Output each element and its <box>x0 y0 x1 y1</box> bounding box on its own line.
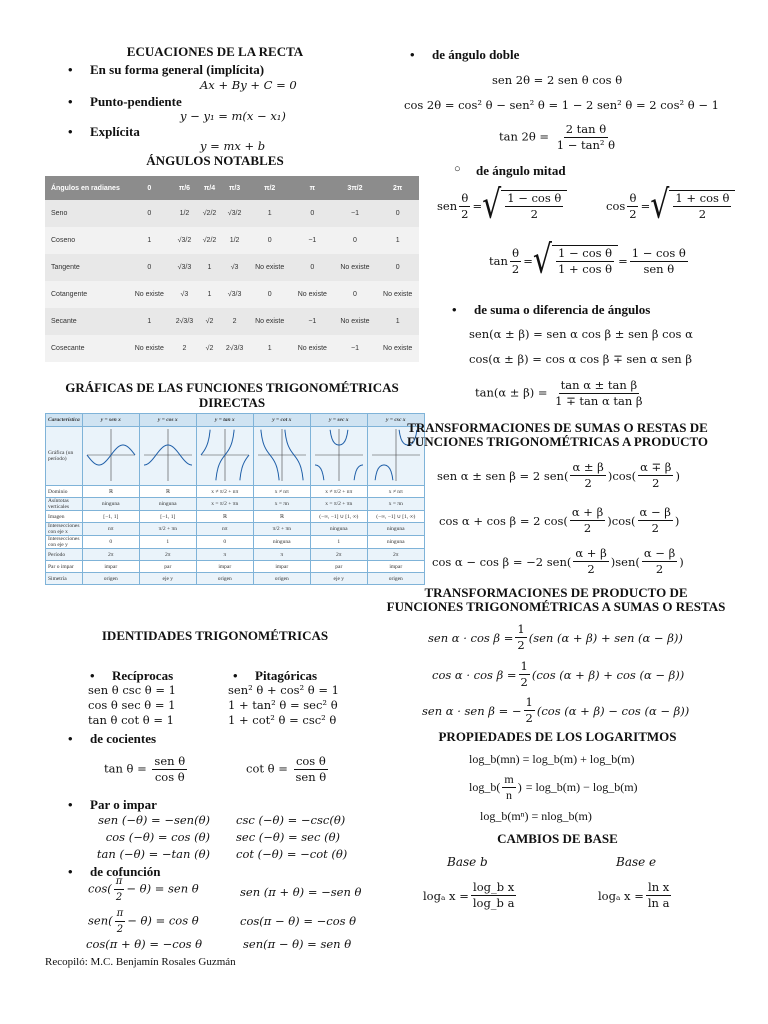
angle-cell: √2/2 <box>198 227 221 254</box>
angle-cell: No existe <box>128 281 171 308</box>
graph-header-cell: y = cot x <box>253 414 310 427</box>
angle-cell: −1 <box>334 200 377 227</box>
graph-header-cell: y = sen x <box>82 414 139 427</box>
graph-row <box>46 486 425 498</box>
bullet-punto-pendiente: • Punto-pendiente <box>90 94 182 110</box>
angle-cell: 0 <box>376 200 419 227</box>
graph-cell <box>310 427 367 486</box>
angle-cell: 0 <box>376 254 419 281</box>
graph-cell <box>82 427 139 486</box>
graph-cell: ninguna <box>82 498 139 511</box>
credit-line: Recopiló: M.C. Benjamín Rosales Guzmán <box>45 956 236 968</box>
formula-prod-1: sen α · cos β = $\frac{1}{2}$ (sen (α + β) + sen (α − β)) <box>428 622 683 652</box>
graph-cell: nπ <box>82 523 139 536</box>
graph-cell: eje y <box>139 573 196 585</box>
bullet-angulo-doble: • de ángulo doble <box>432 47 519 63</box>
bullet-cofuncion: • de cofunción <box>90 864 160 880</box>
formula-cofuncion-4: cos(π − θ) = −cos θ <box>240 914 357 928</box>
graph-row <box>46 536 425 549</box>
graph-cell: 1 <box>310 536 367 549</box>
graph-cos-plot <box>142 427 194 483</box>
graph-cell: π <box>253 549 310 561</box>
graficas-table <box>45 413 416 585</box>
formula-base-e: logₐ x = $\frac{\text{ln x}}{\text{ln a}}$ <box>598 880 670 910</box>
angle-cell: 1 <box>376 227 419 254</box>
bullet-explicita: • Explícita <box>90 124 140 140</box>
graph-cell: nπ <box>196 523 253 536</box>
formula-prod-2: cos α · cos β = $\frac{1}{2}$ (cos (α + β) + cos (α − β)) <box>432 659 685 689</box>
angle-cell: Secante <box>45 308 128 335</box>
graph-cell: ninguna <box>253 536 310 549</box>
bullet-reciprocas: • Recíprocas <box>112 668 173 684</box>
angle-header-cell: 3π/2 <box>334 176 377 200</box>
recta-title: ECUACIONES DE LA RECTA <box>126 44 304 59</box>
formula-tan-cociente: tan θ = $\frac{\text{sen θ}}{\text{cos θ}}$ <box>104 754 186 784</box>
graph-cell: 2π <box>310 549 367 561</box>
formula-punto-pendiente: y − y₁ = m(x − x₁) <box>180 109 286 123</box>
angle-cell: 0 <box>291 254 334 281</box>
angle-cell: 1 <box>248 200 291 227</box>
angle-cell: −1 <box>334 335 377 362</box>
graph-cell: Imagen <box>46 511 83 523</box>
graph-cell: (−∞, −1] ∪ [1, ∞) <box>310 511 367 523</box>
graph-cell: ninguna <box>367 523 424 536</box>
graph-cell: par <box>310 561 367 573</box>
formula-log-cociente: log_b ( $\frac{m}{n}$ ) = log_b(m) − log_b(m) <box>469 772 638 802</box>
formula-trans-1: sen α ± sen β = 2 sen ( $\frac{\alpha \pm \beta}{2}$ ) cos ( $\frac{\alpha \mp \beta}{2}$ ) <box>437 460 680 490</box>
graph-label-cell: Gráfica (un período) <box>46 427 83 486</box>
angle-cell: 2√3/3 <box>171 308 199 335</box>
angle-cell: 1/2 <box>221 227 249 254</box>
angle-row <box>45 200 419 227</box>
bullet-general: • En su forma general (implícita) <box>90 62 264 78</box>
formula-base-b: logₐ x = $\frac{\text{log\_b x}}{\text{log\_b a}}$ <box>423 880 515 910</box>
graph-cell: π/2 + πn <box>139 523 196 536</box>
angle-cell: 1 <box>128 227 171 254</box>
angle-cell: 1 <box>248 335 291 362</box>
angle-cell: 0 <box>334 281 377 308</box>
angle-cell: No existe <box>128 335 171 362</box>
graph-cell: impar <box>367 561 424 573</box>
formula-cot-cociente: cot θ = $\frac{\text{cos θ}}{\text{sen θ}}$ <box>246 754 327 784</box>
graph-cell: x ≠ nπ <box>367 486 424 498</box>
formula-cofuncion-1: cos( $\frac{\pi}{2}$ − θ) = sen θ <box>88 876 199 903</box>
angle-cell: √3/2 <box>221 200 249 227</box>
angle-cell: √3 <box>221 254 249 281</box>
graph-cell <box>253 427 310 486</box>
angle-cell: √3 <box>171 281 199 308</box>
angle-cell: √2/2 <box>198 200 221 227</box>
angle-cell: No existe <box>248 308 291 335</box>
graph-cell: Asíntotas verticales <box>46 498 83 511</box>
pitagoricas-formulas: sen² θ + cos² θ = 1 1 + tan² θ = sec² θ 1 + cot² θ = csc² θ <box>228 683 339 727</box>
angle-cell: No existe <box>291 281 334 308</box>
angle-header-cell: π <box>291 176 334 200</box>
par-impar-formulas: sen (−θ) = −sen(θ) csc (−θ) = −csc(θ) cos (−θ) = cos (θ) sec (−θ) = sec (θ) tan (−θ) = −tan (θ) cot (−θ) = −cot (θ) <box>96 813 348 861</box>
graph-row <box>46 561 425 573</box>
angle-row <box>45 254 419 281</box>
trans-producto-suma-title: TRANSFORMACIONES DE PRODUCTO DE FUNCIONES TRIGONOMÉTRICAS A SUMAS O RESTAS <box>386 585 726 614</box>
graph-cell: (−∞, −1] ∪ [1, ∞) <box>367 511 424 523</box>
angle-cell: No existe <box>334 308 377 335</box>
graph-cell: Simetría <box>46 573 83 585</box>
graph-cell: 2π <box>82 549 139 561</box>
graph-sen-plot <box>85 427 137 483</box>
angle-cell: 0 <box>334 227 377 254</box>
graph-cell: ℝ <box>82 486 139 498</box>
formula-tan-doble: tan 2θ = $\frac{\text{2 tan θ}}{\text{1 − tan² θ}}$ <box>499 122 616 152</box>
angle-cell: √3/3 <box>171 254 199 281</box>
graph-cell: 0 <box>82 536 139 549</box>
trans-suma-producto-title: TRANSFORMACIONES DE SUMAS O RESTAS DE FUNCIONES TRIGONOMÉTRICAS A PRODUCTO <box>406 420 709 449</box>
graph-cell: [−1, 1] <box>82 511 139 523</box>
graph-cell: Período <box>46 549 83 561</box>
graph-cell: π/2 + πn <box>253 523 310 536</box>
angle-cell: No existe <box>376 281 419 308</box>
graph-cell: ℝ <box>196 511 253 523</box>
formula-explicita: y = mx + b <box>200 139 266 153</box>
angle-cell: 2√3/3 <box>221 335 249 362</box>
graph-cell: Par o impar <box>46 561 83 573</box>
angle-cell: 2 <box>221 308 249 335</box>
formula-log-potencia: log_b(mⁿ) = nlog_b(m) <box>480 809 592 823</box>
formula-prod-3: sen α · sen β = − $\frac{1}{2}$ (cos (α + β) − cos (α − β)) <box>422 695 690 725</box>
angle-cell: No existe <box>291 335 334 362</box>
graph-cell: ninguna <box>310 523 367 536</box>
bullet-angulo-mitad: ○ de ángulo mitad <box>476 163 566 179</box>
graficas-title: GRÁFICAS DE LAS FUNCIONES TRIGONOMÉTRICAS DIRECTAS <box>65 380 399 410</box>
graph-header-cell: y = sec x <box>310 414 367 427</box>
graph-cell: π <box>196 549 253 561</box>
formula-tan-mitad: tan $\frac{\theta}{2}$ = √ $\frac{\text{1 − cos θ}}{\text{1 + cos θ}}$ = $\frac{\text{1 − cos θ}}{\text{sen θ}}$ <box>489 237 686 284</box>
graph-row <box>46 498 425 511</box>
formula-log-producto: log_b(mn) = log_b(m) + log_b(m) <box>469 752 635 766</box>
graph-row <box>46 549 425 561</box>
graph-tan-plot <box>199 427 251 483</box>
angle-header-cell: π/2 <box>248 176 291 200</box>
angle-cell: −1 <box>291 308 334 335</box>
graph-cell: Intersecciones con eje x <box>46 523 83 536</box>
graph-header-cell: y = csc x <box>367 414 424 427</box>
formula-cos-mitad: cos $\frac{\theta}{2}$ = √ $\frac{\text{1 + cos θ}}{2}$ <box>606 190 735 222</box>
graph-header-cell: y = tan x <box>196 414 253 427</box>
angle-cell: Tangente <box>45 254 128 281</box>
bullet-cocientes: • de cocientes <box>90 731 156 747</box>
angle-cell: Seno <box>45 200 128 227</box>
graph-cell: ninguna <box>139 498 196 511</box>
angle-cell: No existe <box>334 254 377 281</box>
formula-cofuncion-5: cos(π + θ) = −cos θ <box>86 937 203 951</box>
graph-sec-plot <box>313 427 365 483</box>
reciprocas-formulas: sen θ csc θ = 1 cos θ sec θ = 1 tan θ cot θ = 1 <box>88 683 176 727</box>
graph-cell: impar <box>82 561 139 573</box>
graph-cell: ℝ <box>253 511 310 523</box>
graph-cell: Dominio <box>46 486 83 498</box>
angle-row <box>45 281 419 308</box>
graph-cell: ninguna <box>367 536 424 549</box>
graph-cell: x = πn <box>367 498 424 511</box>
graph-cell: origen <box>253 573 310 585</box>
angle-cell: 1 <box>198 254 221 281</box>
angle-cell: Coseno <box>45 227 128 254</box>
graph-row <box>46 523 425 536</box>
angle-cell: √3/3 <box>221 281 249 308</box>
angle-row <box>45 227 419 254</box>
notables-title: ÁNGULOS NOTABLES <box>146 153 284 168</box>
graph-header-cell: Característica <box>46 414 83 427</box>
graph-cell <box>196 427 253 486</box>
bullet-par-impar: • Par o impar <box>90 797 157 813</box>
formula-cofuncion-3: sen( $\frac{\pi}{2}$ − θ) = cos θ <box>88 908 199 935</box>
angle-header-cell: Ángulos en radianes <box>45 176 128 200</box>
bullet-pitagoricas: • Pitagóricas <box>255 668 317 684</box>
angle-cell: 0 <box>291 200 334 227</box>
graph-cell: x ≠ π/2 + nπ <box>196 486 253 498</box>
angle-cell: 1 <box>376 308 419 335</box>
graph-cell: 0 <box>196 536 253 549</box>
angle-cell: 0 <box>128 254 171 281</box>
graph-cell: 2π <box>367 549 424 561</box>
angle-cell: 1 <box>198 281 221 308</box>
angle-row <box>45 335 419 362</box>
angle-header-cell: 0 <box>128 176 171 200</box>
angle-cell: 0 <box>248 227 291 254</box>
formula-tan-suma: tan(α ± β) = $\frac{\text{tan α ± tan β}}{\text{1 ∓ tan α tan β}}$ <box>475 378 643 408</box>
graph-cell <box>139 427 196 486</box>
angle-header-cell: π/4 <box>198 176 221 200</box>
formula-cos-doble: cos 2θ = cos² θ − sen² θ = 1 − 2 sen² θ = 2 cos² θ − 1 <box>404 98 719 112</box>
angle-cell: √2 <box>198 335 221 362</box>
graph-cell: x = πn <box>253 498 310 511</box>
graph-cell: 2π <box>139 549 196 561</box>
formula-cofuncion-6: sen(π − θ) = sen θ <box>243 937 352 951</box>
graph-cell: impar <box>196 561 253 573</box>
angle-cell: −1 <box>291 227 334 254</box>
angle-header-cell: 2π <box>376 176 419 200</box>
angle-cell: 1/2 <box>171 200 199 227</box>
graph-cell: origen <box>82 573 139 585</box>
graph-cell: origen <box>367 573 424 585</box>
graph-row <box>46 511 425 523</box>
identidades-title: IDENTIDADES TRIGONOMÉTRICAS <box>101 628 329 643</box>
angle-row <box>45 308 419 335</box>
formula-trans-3: cos α − cos β = −2 sen ( $\frac{\alpha + \beta}{2}$ ) sen ( $\frac{\alpha - \beta}{2}$ ) <box>432 546 684 576</box>
graph-cell: ℝ <box>139 486 196 498</box>
graph-header-cell: y = cos x <box>139 414 196 427</box>
graph-cell: par <box>139 561 196 573</box>
angle-cell: No existe <box>248 254 291 281</box>
graph-cell: [−1, 1] <box>139 511 196 523</box>
graph-cell: origen <box>196 573 253 585</box>
angle-header-cell: π/3 <box>221 176 249 200</box>
formula-general: Ax + By + C = 0 <box>200 78 297 92</box>
angulos-notables-table <box>45 176 419 362</box>
angle-cell: 2 <box>171 335 199 362</box>
angle-cell: √3/2 <box>171 227 199 254</box>
graph-row <box>46 573 425 585</box>
angle-cell: 0 <box>248 281 291 308</box>
angle-cell: Cotangente <box>45 281 128 308</box>
formula-cofuncion-2: sen (π + θ) = −sen θ <box>240 885 362 899</box>
graph-cell: Intersecciones con eje y <box>46 536 83 549</box>
logaritmos-title: PROPIEDADES DE LOS LOGARITMOS <box>438 729 677 744</box>
base-e-label: Base e <box>616 855 657 869</box>
formula-sen-doble: sen 2θ = 2 sen θ cos θ <box>492 73 623 87</box>
graph-cell: eje y <box>310 573 367 585</box>
angle-cell: 1 <box>128 308 171 335</box>
angle-cell: 0 <box>128 200 171 227</box>
base-b-label: Base b <box>447 855 488 869</box>
graph-cell: x ≠ π/2 + nπ <box>310 486 367 498</box>
formula-cos-suma: cos(α ± β) = cos α cos β ∓ sen α sen β <box>469 352 693 366</box>
graph-cell: x = π/2 + πn <box>310 498 367 511</box>
formula-sen-suma: sen(α ± β) = sen α cos β ± sen β cos α <box>469 327 693 341</box>
graph-cot-plot <box>256 427 308 483</box>
graph-cell: x = π/2 + πn <box>196 498 253 511</box>
angle-header-cell: π/6 <box>171 176 199 200</box>
graph-cell: x ≠ nπ <box>253 486 310 498</box>
angle-cell: √2 <box>198 308 221 335</box>
graph-cell: impar <box>253 561 310 573</box>
graph-cell: 1 <box>139 536 196 549</box>
angle-cell: No existe <box>376 335 419 362</box>
formula-sen-mitad: sen $\frac{\theta}{2}$ = √ $\frac{\text{1 − cos θ}}{2}$ <box>437 190 567 222</box>
formula-trans-2: cos α + cos β = 2 cos ( $\frac{\alpha + \beta}{2}$ ) cos ( $\frac{\alpha - \beta}{2}$ ) <box>439 505 680 535</box>
cambio-base-title: CAMBIOS DE BASE <box>497 831 618 846</box>
angle-cell: Cosecante <box>45 335 128 362</box>
bullet-suma-diferencia: • de suma o diferencia de ángulos <box>474 302 650 318</box>
